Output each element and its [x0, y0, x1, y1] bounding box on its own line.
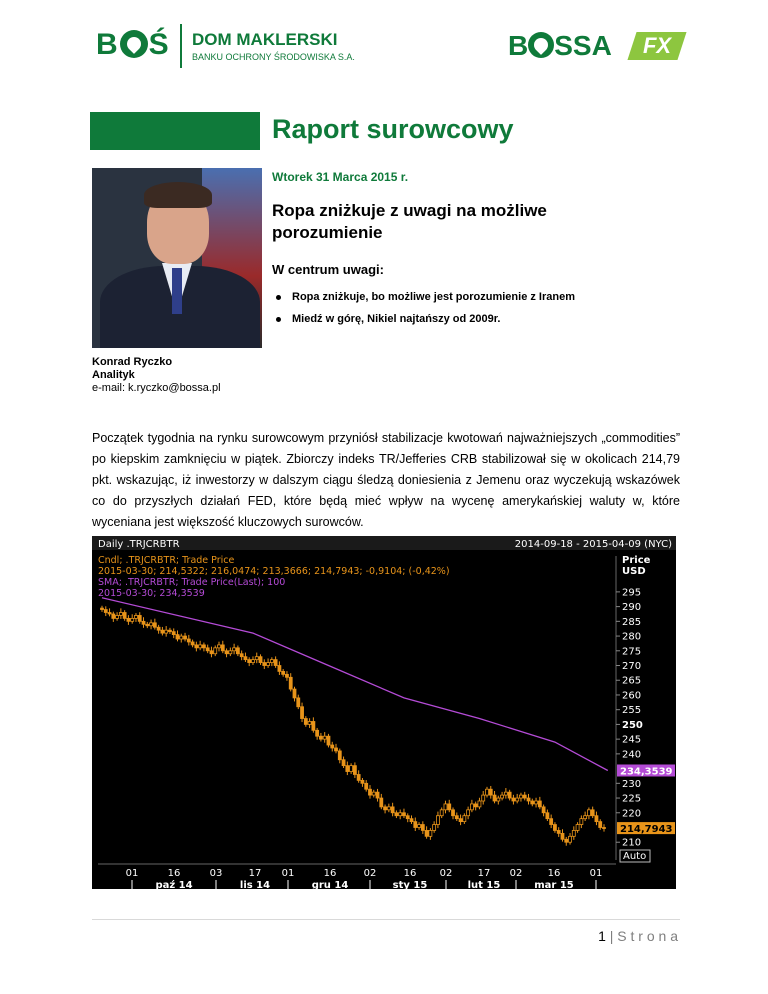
y-tick-label: 255 [622, 705, 642, 717]
candle-body [168, 630, 171, 631]
candle-body [342, 760, 345, 766]
fx-badge: FX [627, 32, 686, 60]
candle-body [138, 615, 141, 621]
candle-body [402, 813, 405, 816]
candle-body [425, 830, 428, 836]
candle-body [119, 613, 122, 616]
focus-list [272, 288, 575, 332]
x-month-label: lut 15 [467, 880, 501, 889]
candle-body [221, 645, 224, 651]
bullet-icon [276, 295, 281, 300]
candle-body [470, 804, 473, 810]
candle-body [467, 810, 470, 816]
candle-body [134, 615, 137, 618]
bos-logo [96, 24, 396, 70]
candle-body [391, 807, 394, 813]
candle-body [255, 657, 258, 660]
headline: Ropa zniżkuje z uwagi na możliwe porozumienie [272, 201, 547, 242]
bossa-wordmark: B SSA [508, 30, 612, 61]
candle-body [538, 801, 541, 807]
y-tick-label: 220 [622, 808, 642, 820]
chart-canvas [92, 536, 676, 889]
candle-body [142, 621, 145, 624]
legend-entry: SMA; .TRJCRBTR; Trade Price(Last); 100 [98, 577, 286, 588]
leaf-icon [120, 30, 148, 58]
candle-body [557, 830, 560, 833]
candle-body [523, 795, 526, 798]
candle-body [380, 798, 383, 807]
candle-body [108, 613, 111, 614]
sma-line [102, 598, 608, 771]
candle-body [595, 816, 598, 822]
crb-chart [92, 536, 676, 889]
author-role: Analityk [92, 369, 135, 381]
value-tag: 234,3539 [620, 766, 673, 778]
candle-body [493, 795, 496, 801]
candle-body [572, 830, 575, 836]
x-tick-label: 02 [363, 868, 377, 879]
candle-body [436, 816, 439, 825]
candle-body [421, 825, 424, 831]
candle-body [240, 654, 243, 657]
candle-body [157, 627, 160, 630]
candle-body [561, 833, 564, 839]
candle-body [448, 804, 451, 810]
candle-body [199, 645, 202, 648]
candle-body [251, 660, 254, 663]
candle-body [384, 807, 387, 810]
x-tick-label: 17 [248, 868, 262, 879]
y-tick-label: 210 [622, 837, 642, 849]
candle-body [516, 798, 519, 801]
candle-body [474, 804, 477, 807]
candle-body [225, 651, 228, 654]
candle-body [187, 639, 190, 642]
x-month-label: sty 15 [392, 880, 428, 889]
body-paragraph: Początek tygodnia na rynku surowcowym przyniósł stabilizacje kwotowań najważniejszych „commodities” po kiepskim zamknięciu w piątek. Zbiorczy indeks TR/Jefferies CRB stabilizował się w okolicach 214,79 pkt. wskazując, iż inwestorzy w dalszym ciągu śledzą doniesienia z Jemenu oraz wyczekują wskazówek co do przyszłych działań FED, które będą mieć wpływ na wycenę amerykańskiej waluty w, które wyceniana jest większość kluczowych surowców. [92, 431, 680, 529]
x-tick-label: 02 [439, 868, 453, 879]
currency-label: USD [622, 566, 646, 577]
candle-body [153, 623, 156, 627]
y-tick-label: 240 [622, 749, 642, 761]
chart-title: Daily .TRJCRBTR [98, 539, 180, 550]
candle-body [387, 807, 390, 810]
candle-body [233, 648, 236, 651]
x-tick-label: 16 [167, 868, 181, 879]
y-tick-label: 285 [622, 616, 642, 628]
candle-body [372, 792, 375, 795]
candle-body [172, 632, 175, 635]
candle-body [376, 792, 379, 798]
candle-body [104, 610, 107, 613]
candle-body [101, 608, 104, 609]
candle-body [463, 816, 466, 822]
candle-body [535, 801, 538, 804]
candle-body [565, 839, 568, 842]
candle-body [504, 792, 507, 795]
y-tick-label: 225 [622, 793, 642, 805]
candle-body [531, 801, 534, 804]
candle-body [267, 663, 270, 666]
legend-entry: Cndl; .TRJCRBTR; Trade Price [98, 555, 235, 566]
candle-body [357, 774, 360, 780]
analyst-photo [92, 168, 262, 348]
candle-body [278, 666, 281, 672]
candle-body [293, 689, 296, 698]
chart-range: 2014-09-18 - 2015-04-09 (NYC) [514, 539, 672, 550]
candle-body [150, 623, 153, 626]
author-email: e-mail: k.ryczko@bossa.pl [92, 382, 221, 394]
candle-body [112, 614, 115, 618]
candle-body [429, 830, 432, 836]
candle-body [123, 613, 126, 619]
y-tick-label: 230 [622, 778, 642, 790]
candle-body [316, 730, 319, 736]
title-band [90, 112, 260, 150]
page-number: 1 [598, 928, 606, 944]
candle-body [485, 789, 488, 795]
y-tick-label: 280 [622, 631, 642, 643]
candle-body [576, 825, 579, 831]
candle-body [418, 825, 421, 828]
candle-body [433, 825, 436, 831]
candle-body [176, 635, 179, 639]
candle-body [327, 736, 330, 745]
candle-body [195, 645, 198, 648]
candle-body [335, 748, 338, 751]
bullet-icon [276, 317, 281, 322]
candle-body [584, 816, 587, 819]
candle-body [452, 810, 455, 816]
candle-body [308, 721, 311, 724]
y-tick-label: 250 [622, 719, 643, 731]
candle-body [550, 819, 553, 825]
y-tick-label: 270 [622, 661, 642, 673]
candle-body [414, 822, 417, 828]
candle-body [553, 825, 556, 831]
candle-body [353, 766, 356, 775]
candle-body [319, 736, 322, 739]
candle-body [180, 636, 183, 639]
x-tick-label: 03 [209, 868, 223, 879]
candle-body [591, 810, 594, 816]
candle-body [478, 801, 481, 807]
candle-body [248, 660, 251, 663]
candle-body [297, 698, 300, 707]
candle-body [202, 645, 205, 648]
legend-entry: 2015-03-30; 214,5322; 216,0474; 213,3666; 214,7943; -0,9104; (-0,42%) [98, 566, 450, 577]
x-tick-label: 16 [547, 868, 561, 879]
page-footer [598, 928, 678, 944]
candle-body [274, 660, 277, 666]
candle-body [459, 819, 462, 822]
auto-label: Auto [623, 851, 647, 862]
candle-body [206, 648, 209, 651]
candle-body [289, 677, 292, 689]
candle-body [455, 816, 458, 819]
candle-body [263, 663, 266, 666]
candle-body [270, 660, 273, 663]
candle-body [527, 798, 530, 801]
candle-body [497, 798, 500, 801]
legend-entry: 2015-03-30; 234,3539 [98, 588, 205, 599]
candle-body [218, 645, 221, 648]
report-date: Wtorek 31 Marca 2015 r. [272, 170, 409, 184]
candle-body [569, 836, 572, 842]
candle-body [350, 766, 353, 772]
candle-body [489, 789, 492, 795]
candle-body [410, 819, 413, 822]
x-month-label: paź 14 [155, 880, 193, 889]
x-tick-label: 02 [509, 868, 523, 879]
candle-body [395, 813, 398, 816]
x-month-label: gru 14 [311, 880, 349, 889]
focus-heading: W centrum uwagi: [272, 262, 384, 277]
candle-body [444, 804, 447, 810]
candle-body [508, 792, 511, 798]
candle-body [512, 798, 515, 801]
x-tick-label: 01 [281, 868, 295, 879]
candle-body [599, 822, 602, 828]
candle-body [440, 810, 443, 816]
candle-body [546, 813, 549, 819]
candle-body [304, 719, 307, 725]
value-tag: 214,7943 [620, 824, 673, 836]
y-tick-label: 245 [622, 734, 642, 746]
candle-body [214, 648, 217, 654]
candle-body [323, 736, 326, 739]
candle-body [229, 651, 232, 654]
candle-body [191, 642, 194, 645]
x-month-label: mar 15 [534, 880, 574, 889]
y-tick-label: 265 [622, 675, 642, 687]
candle-body [285, 674, 288, 677]
candle-body [482, 795, 485, 801]
leaf-icon [528, 32, 554, 58]
y-tick-label: 295 [622, 587, 642, 599]
x-tick-label: 01 [589, 868, 603, 879]
x-month-label: lis 14 [239, 880, 271, 889]
candle-body [580, 819, 583, 825]
candle-body [368, 789, 371, 795]
y-tick-label: 275 [622, 646, 642, 658]
candle-body [131, 618, 134, 621]
report-title: Raport surowcowy [272, 114, 514, 144]
author-name: Konrad Ryczko [92, 356, 173, 368]
candle-body [146, 624, 149, 625]
candle-body [501, 795, 504, 798]
y-tick-label: 290 [622, 602, 642, 614]
x-tick-label: 01 [125, 868, 139, 879]
candle-body [161, 630, 164, 633]
candle-body [282, 671, 285, 674]
candle-body [361, 780, 364, 783]
list-item: Ropa zniżkuje, bo możliwe jest porozumienie z Iranem [272, 288, 575, 310]
logo-divider [180, 24, 182, 68]
candle-body [184, 636, 187, 639]
broker-name: DOM MAKLERSKI [192, 30, 338, 49]
candle-body [259, 657, 262, 663]
footer-separator: | [609, 928, 614, 944]
candle-body [365, 783, 368, 789]
candle-body [301, 707, 304, 719]
price-header: Price [622, 555, 651, 566]
y-tick-label: 260 [622, 690, 642, 702]
candle-body [210, 651, 213, 654]
bossafx-logo [508, 30, 683, 66]
list-item: Miedź w górę, Nikiel najtańszy od 2009r. [272, 310, 575, 332]
footer-rule [92, 919, 680, 920]
candle-body [312, 721, 315, 730]
candle-body [165, 630, 168, 633]
x-tick-label: 16 [323, 868, 337, 879]
candle-body [236, 648, 239, 654]
candle-body [587, 810, 590, 816]
candle-body [399, 813, 402, 816]
candle-body [331, 745, 334, 748]
candle-body [346, 766, 349, 772]
candle-body [603, 827, 606, 828]
bos-logo-mark: B Ś [96, 28, 170, 61]
page-word: S t r o n a [617, 928, 678, 944]
candle-body [338, 751, 341, 760]
candle-body [244, 657, 247, 660]
x-tick-label: 16 [403, 868, 417, 879]
broker-subtitle: BANKU OCHRONY ŚRODOWISKA S.A. [192, 52, 355, 62]
x-tick-label: 17 [477, 868, 491, 879]
candle-body [127, 618, 130, 621]
author-block [92, 356, 221, 395]
candle-body [519, 795, 522, 798]
candle-body [406, 816, 409, 819]
candle-body [116, 615, 119, 618]
candle-body [542, 807, 545, 813]
